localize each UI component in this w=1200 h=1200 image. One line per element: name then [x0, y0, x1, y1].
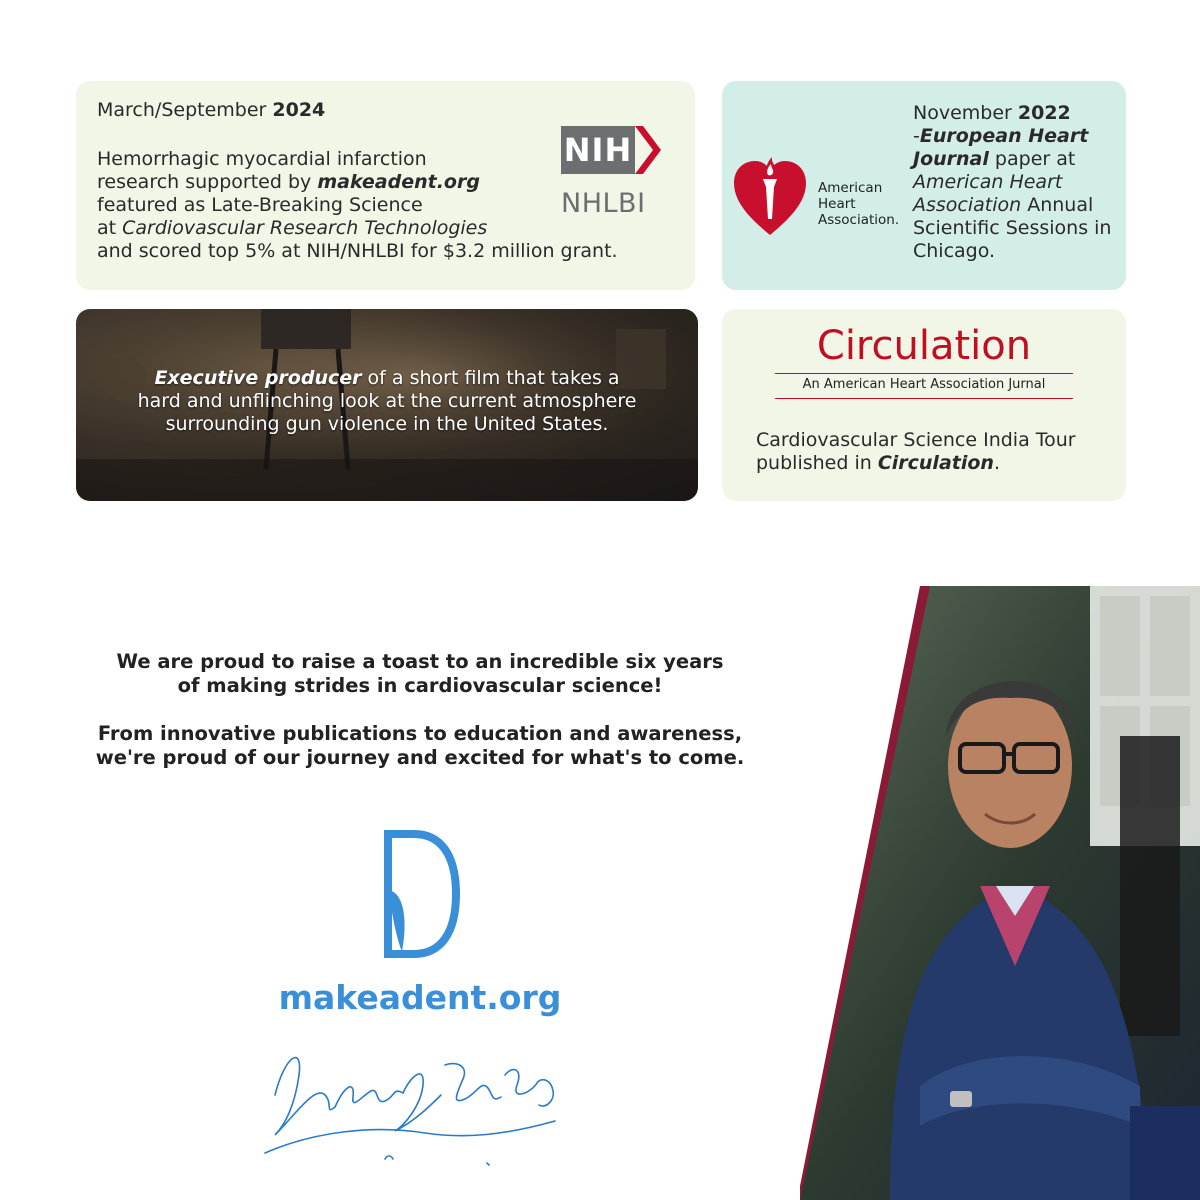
aha-text-part: Annual Scientific Sessions in Chicago. [913, 194, 1112, 262]
film-card-text [76, 367, 698, 436]
aha-date-prefix: November [913, 102, 1018, 124]
nih-logo [561, 126, 657, 232]
nhlbi-text: NHLBI [561, 188, 646, 219]
nih-body-line-1: Hemorrhagic myocardial infarction [97, 148, 427, 170]
divider [775, 398, 1073, 399]
tagline-line: From innovative publications to education and awareness, [97, 722, 743, 745]
ehj-name: European Heart Journal [913, 125, 1089, 170]
nih-body-text: research supported by [97, 171, 318, 193]
nih-body-line-5: and scored top 5% at NIH/NHLBI for $3.2 million grant. [97, 240, 618, 262]
film-text-part: of a short film that takes a [361, 367, 620, 389]
nih-arrow-icon [635, 126, 661, 174]
aha-name-line-2: Heart [818, 196, 856, 212]
circulation-card-text [756, 429, 1116, 475]
film-line-3: surrounding gun violence in the United States. [165, 413, 609, 435]
circulation-card [722, 309, 1126, 501]
film-lead: Executive producer [154, 367, 362, 389]
circ-text-line-1: Cardiovascular Science India Tour [756, 429, 1076, 451]
tagline [60, 650, 780, 794]
aha-org-name [818, 180, 899, 228]
nih-logo-text: NIH [561, 126, 635, 174]
nih-card-date [97, 99, 325, 122]
circ-text-part: . [993, 452, 1000, 474]
crt-name: Cardiovascular Research Technologies [122, 217, 488, 239]
tagline-paragraph-2 [60, 722, 780, 770]
circulation-logo-title: Circulation [816, 323, 1032, 369]
aha-org-ref: American Heart Association [913, 171, 1063, 216]
circulation-ref: Circulation [877, 452, 994, 474]
makeadent-logo-icon [384, 830, 460, 958]
aha-date-year: 2022 [1017, 102, 1071, 124]
nih-body-text: at [97, 217, 123, 239]
aha-name-line-3: Association. [818, 212, 900, 228]
tagline-paragraph-1 [60, 650, 780, 698]
circulation-logo-subtitle: An American Heart Association Jurnal [802, 377, 1046, 392]
portrait-photo [800, 586, 1200, 1200]
tagline-line: We are proud to raise a toast to an incredible six years [116, 650, 724, 673]
aha-name-line-1: American [818, 180, 883, 196]
tagline-line: we're proud of our journey and excited for what's to come. [95, 746, 745, 769]
film-line-2: hard and unflinching look at the current atmosphere [137, 390, 637, 412]
aha-dash: - [913, 125, 920, 147]
aha-text-part: paper at [988, 148, 1076, 170]
film-line-1 [76, 367, 698, 390]
heart-torch-icon [730, 139, 810, 239]
signature-image [255, 1035, 585, 1175]
film-card [76, 309, 698, 501]
aha-card-text [913, 102, 1118, 263]
makeadent-brand-name: makeadent.org [278, 978, 562, 1017]
date-prefix: March/September [97, 99, 273, 121]
aha-card [722, 81, 1126, 290]
nih-card [76, 81, 695, 290]
nih-body-line-3: featured as Late-Breaking Science [97, 194, 423, 216]
makeadent-link: makeadent.org [317, 171, 480, 193]
divider [775, 373, 1073, 374]
tagline-line: of making strides in cardiovascular science! [177, 674, 663, 697]
date-year: 2024 [272, 99, 326, 121]
circ-text-part: published in [756, 452, 878, 474]
